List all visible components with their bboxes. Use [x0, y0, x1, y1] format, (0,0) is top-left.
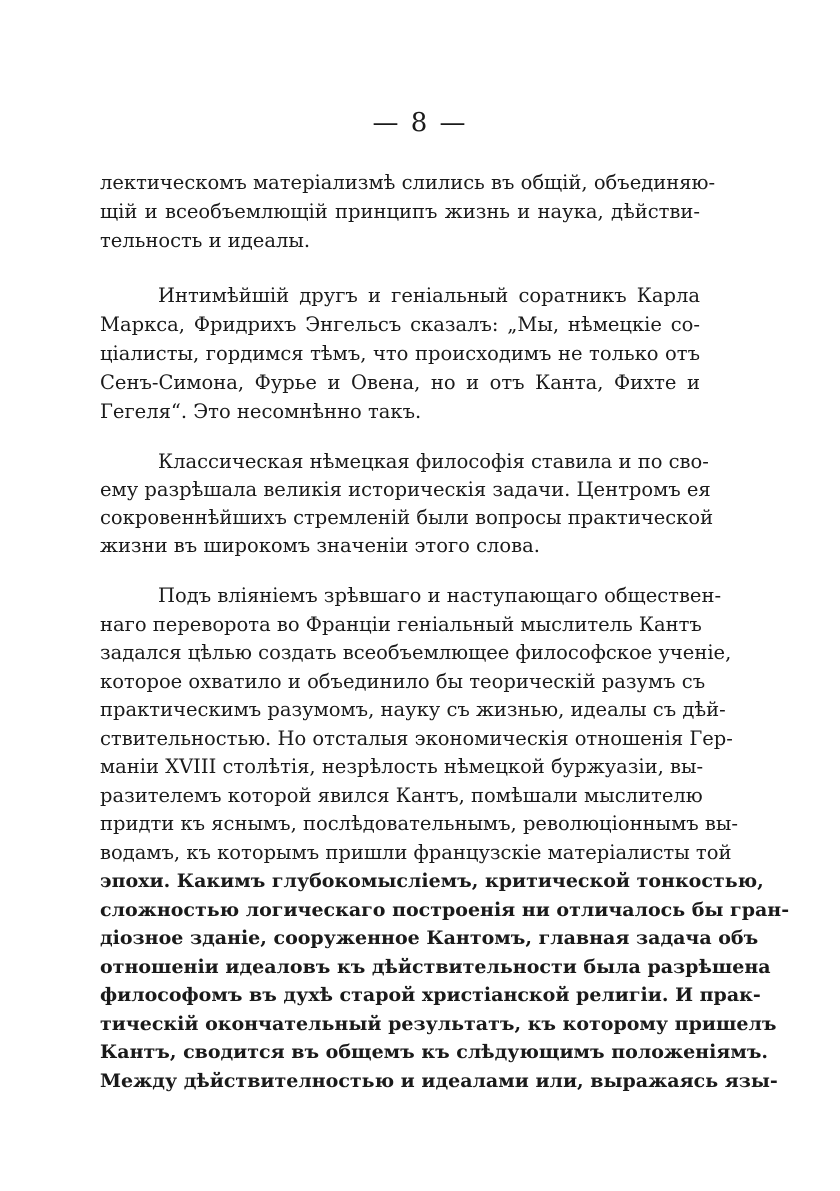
- text-line: Между дѣйствителностью и идеалами или, выражаясь язы-: [100, 1069, 778, 1092]
- paragraph-2: [100, 281, 700, 426]
- paragraph-4: [100, 582, 790, 1095]
- text-line: придти къ яснымъ, послѣдовательнымъ, революціоннымъ вы-: [100, 812, 738, 835]
- text-line: щій и всеобъемлющій принципъ жизнь и наука, дѣйстви-: [100, 200, 700, 223]
- text-line: Кантъ, сводится въ общемъ къ слѣдующимъ положеніямъ.: [100, 1041, 769, 1063]
- paragraph-1: [100, 168, 716, 255]
- text-line: наго переворота во Франціи геніальный мыслитель Кантъ: [100, 612, 702, 636]
- text-line: ствительностью. Но отсталыя экономическія отношенія Гер-: [100, 726, 733, 750]
- text-line: водамъ, къ которымъ пришли французскіе матеріалисты той: [100, 840, 732, 864]
- text-line: Классическая нѣмецкая философія ставила и по сво-: [158, 450, 709, 473]
- paragraph-3: [100, 448, 714, 560]
- text-line: тельность и идеалы.: [100, 229, 311, 252]
- text-line: Интимѣйшій другъ и геніальный соратникъ Карла: [158, 284, 700, 307]
- text-line: философомъ въ духѣ старой христіанской религіи. И прак-: [100, 984, 761, 1006]
- text-line: практическимъ разумомъ, науку съ жизнью, идеалы съ дѣй-: [100, 698, 726, 721]
- text-line: которое охватило и объединило бы теорическій разумъ съ: [100, 669, 706, 693]
- text-line: ему разрѣшала великія историческія задачи. Центромъ ея: [100, 478, 711, 501]
- page-number: — 8 —: [372, 108, 468, 138]
- text-line: Сенъ-Симона, Фурье и Овена, но и отъ Канта, Фихте и: [100, 371, 700, 394]
- text-line: отношеніи идеаловъ къ дѣйствительности была разрѣшена: [100, 955, 771, 978]
- text-line: эпохи. Какимъ глубокомысліемъ, критической тонкостью,: [100, 870, 764, 892]
- text-line: тическій окончательный результатъ, къ которому пришелъ: [100, 1012, 777, 1035]
- text-line: ціалисты, гордимся тѣмъ, что происходимъ не только отъ: [100, 342, 700, 365]
- text-line: лектическомъ матеріализмѣ слились въ общій, объединяю-: [100, 171, 716, 194]
- text-line: задался цѣлью создать всеобъемлющее философское ученіе,: [100, 641, 732, 664]
- text-line: маніи XVIII столѣтія, незрѣлость нѣмецкой буржуазіи, вы-: [100, 755, 704, 778]
- text-line: сложностью логическаго построенія ни отличалось бы гран-: [100, 898, 790, 921]
- text-line: діозное зданіе, сооруженное Кантомъ, главная задача объ: [100, 927, 759, 949]
- text-line: сокровеннѣйшихъ стремленій были вопросы практической: [100, 506, 714, 529]
- text-line: Подъ вліяніемъ зрѣвшаго и наступающаго обществен-: [158, 584, 722, 607]
- body-text: [100, 168, 790, 1095]
- text-line: Гегеля“. Это несомнѣнно такъ.: [100, 400, 422, 423]
- text-line: разителемъ которой явился Кантъ, помѣшали мыслителю: [100, 783, 703, 807]
- text-line: Маркса, Фридрихъ Энгельсъ сказалъ: „Мы, нѣмецкіе со-: [100, 313, 700, 336]
- text-line: жизни въ широкомъ значеніи этого слова.: [100, 534, 540, 557]
